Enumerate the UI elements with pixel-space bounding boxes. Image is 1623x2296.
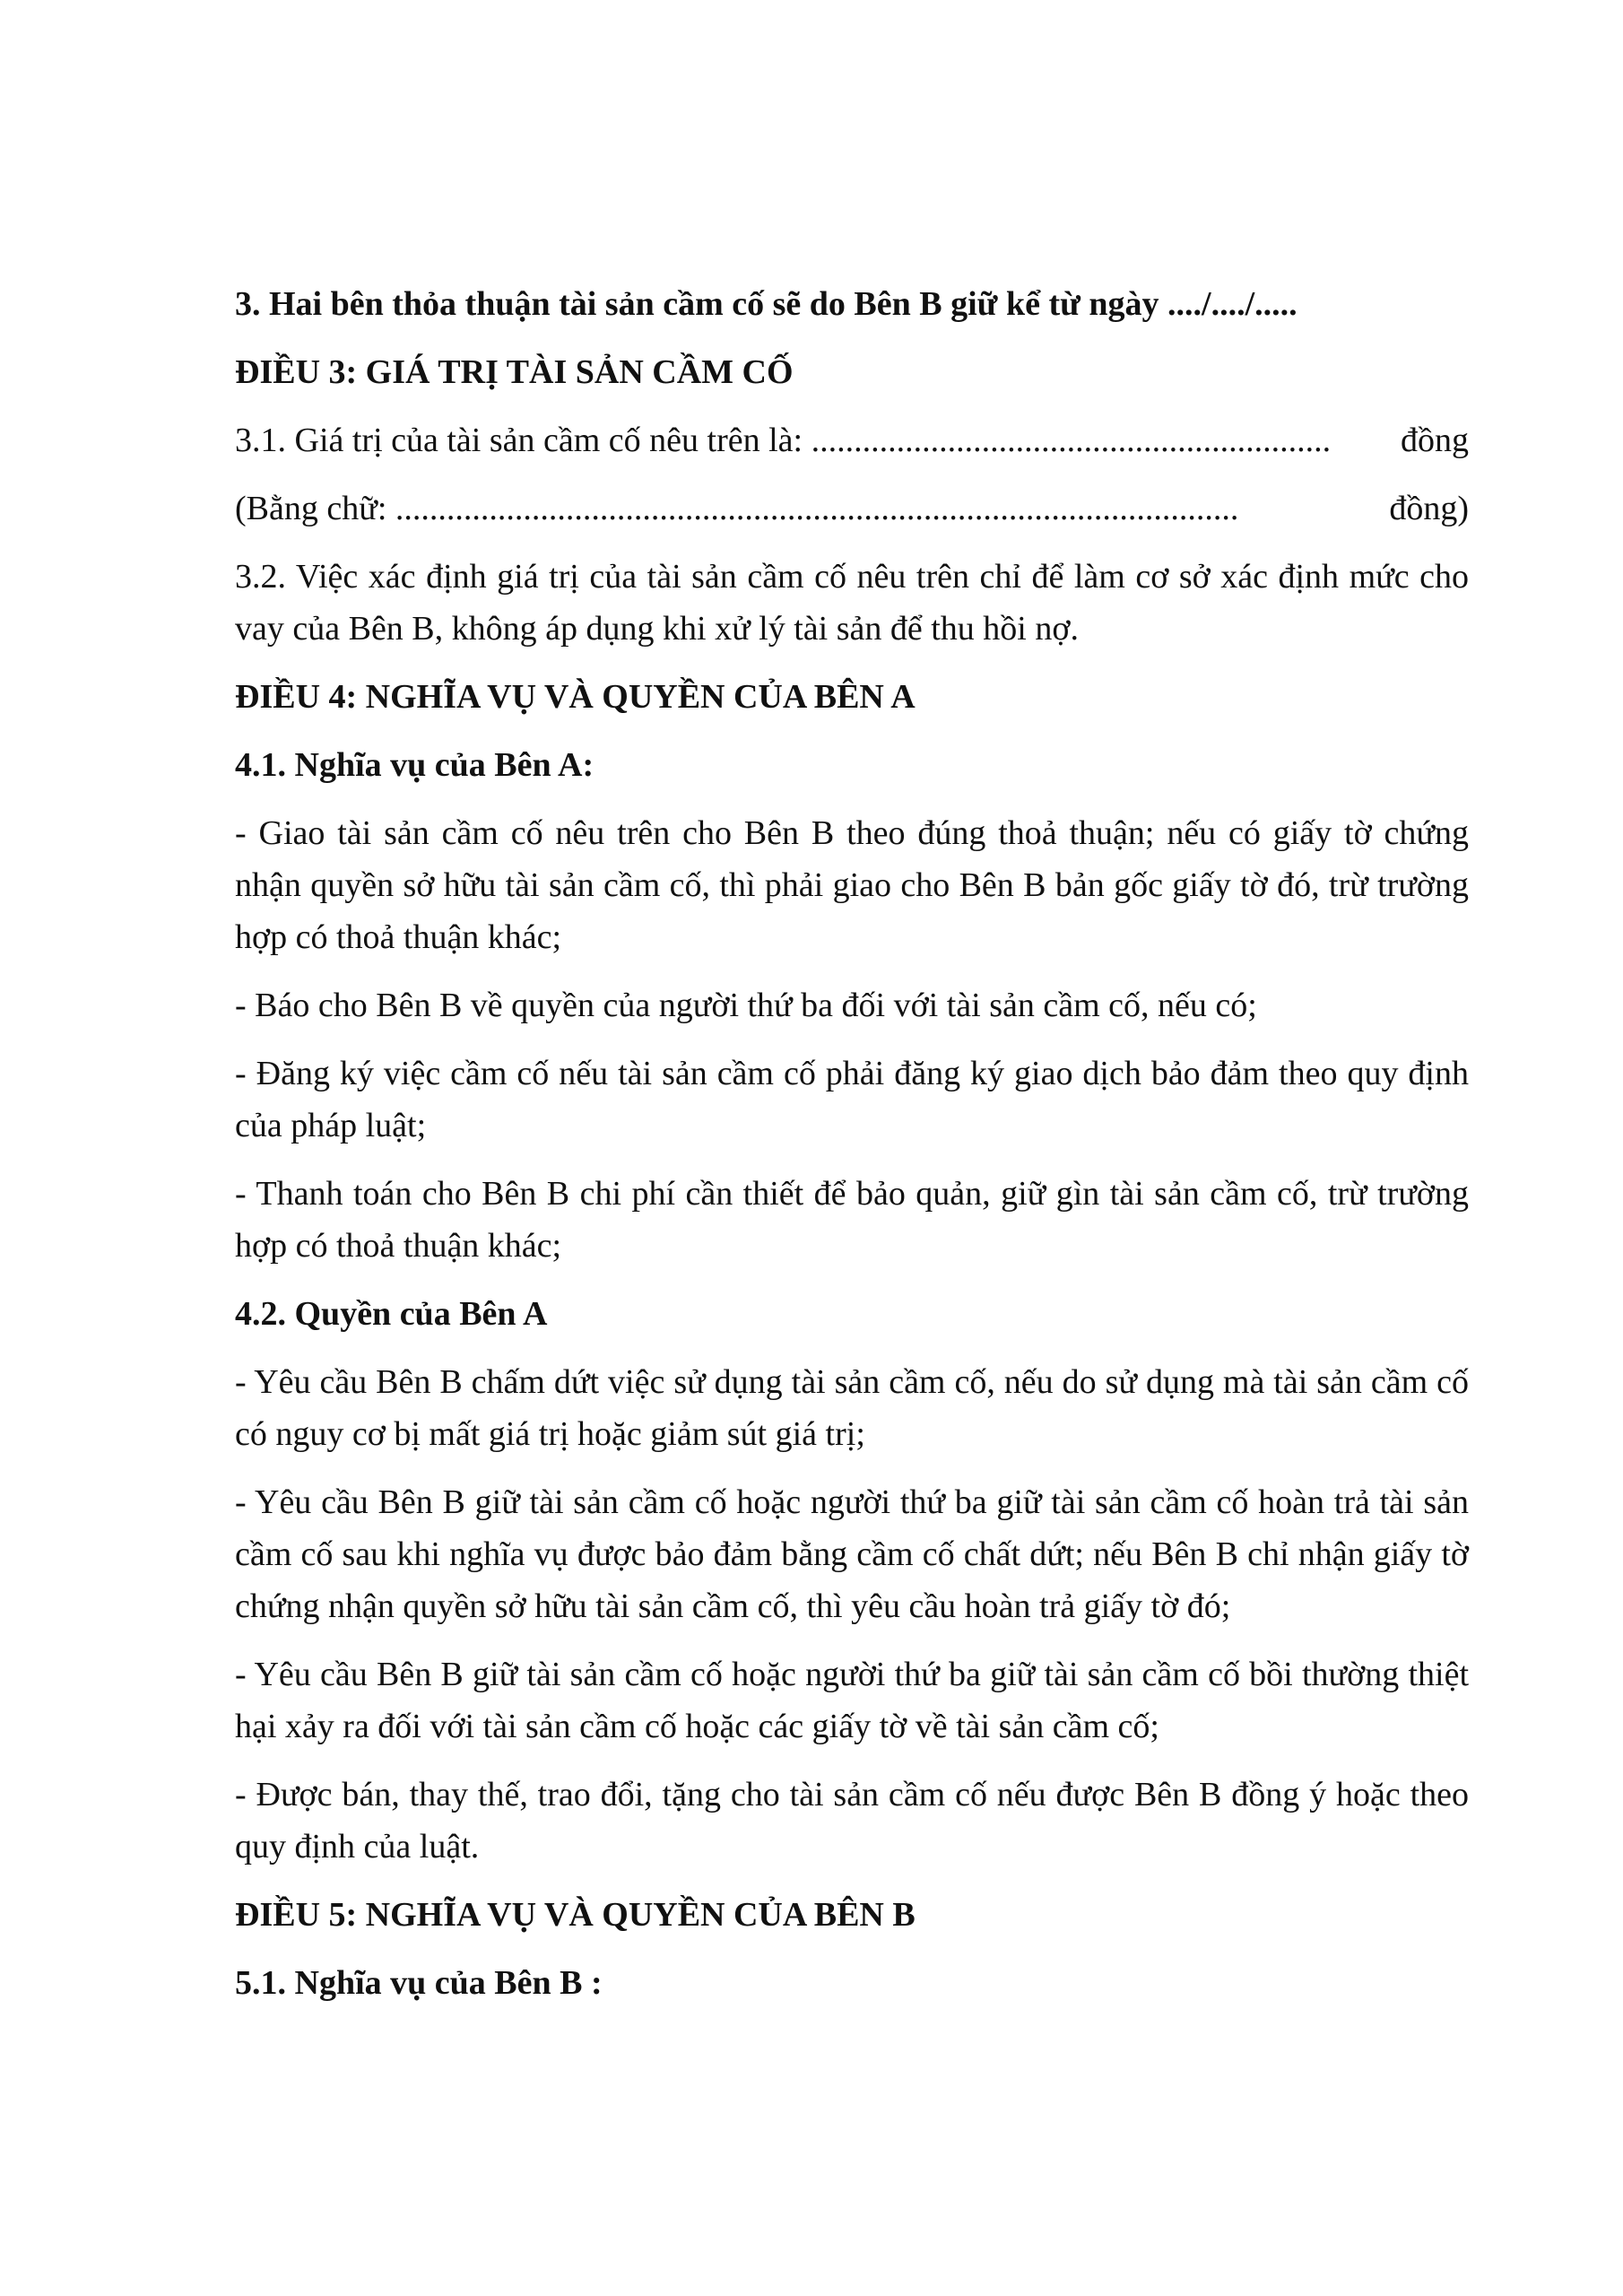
article-3-value-line: [235, 414, 1469, 466]
article-3-heading: ĐIỀU 3: GIÁ TRỊ TÀI SẢN CẦM CỐ: [235, 353, 794, 391]
article-4-2-heading: 4.2. Quyền của Bên A: [235, 1295, 548, 1333]
article-4-heading: ĐIỀU 4: NGHĨA VỤ VÀ QUYỀN CỦA BÊN A: [235, 678, 916, 716]
clause-3-hold-date: 3. Hai bên thỏa thuận tài sản cầm cố sẽ do Bên B giữ kể từ ngày ..../..../.....: [235, 285, 1298, 323]
obligation-item: - Thanh toán cho Bên B chi phí cần thiết để bảo quản, giữ gìn tài sản cầm cố, trừ trường hợp có thoả thuận khác;: [235, 1175, 1469, 1265]
article-3-paragraph-2: 3.2. Việc xác định giá trị của tài sản cầm cố nêu trên chỉ để làm cơ sở xác định mức cho vay của Bên B, không áp dụng khi xử lý tài sản để thu hồi nợ.: [235, 558, 1469, 648]
article-3-value-label: 3.1. Giá trị của tài sản cầm cố nêu trên là: .............................................................: [235, 422, 1332, 459]
article-3-value-unit: đồng: [1401, 422, 1469, 459]
article-5-1-heading: 5.1. Nghĩa vụ của Bên B :: [235, 1964, 603, 2002]
right-item: - Yêu cầu Bên B chấm dứt việc sử dụng tài sản cầm cố, nếu do sử dụng mà tài sản cầm cố có nguy cơ bị mất giá trị hoặc giảm sút giá trị;: [235, 1363, 1469, 1453]
document-body: [235, 151, 1469, 2009]
article-3-words-label: (Bằng chữ: ...................................................................................................: [235, 490, 1239, 527]
right-item: - Yêu cầu Bên B giữ tài sản cầm cố hoặc người thứ ba giữ tài sản cầm cố hoàn trả tài sản cầm cố sau khi nghĩa vụ được bảo đảm bằng cầm cố chất dứt; nếu Bên B chỉ nhận giấy tờ chứng nhận quyền sở hữu tài sản cầm cố, thì yêu cầu hoàn trả giấy tờ đó;: [235, 1483, 1469, 1625]
blank-dotted-line: [235, 151, 1469, 206]
obligation-item: - Báo cho Bên B về quyền của người thứ ba đối với tài sản cầm cố, nếu có;: [235, 987, 1257, 1024]
right-item: - Yêu cầu Bên B giữ tài sản cầm cố hoặc người thứ ba giữ tài sản cầm cố bồi thường thiệt hại xảy ra đối với tài sản cầm cố hoặc các giấy tờ về tài sản cầm cố;: [235, 1656, 1469, 1745]
article-4-1-heading: 4.1. Nghĩa vụ của Bên A:: [235, 746, 595, 784]
obligation-item: - Giao tài sản cầm cố nêu trên cho Bên B theo đúng thoả thuận; nếu có giấy tờ chứng nhận quyền sở hữu tài sản cầm cố, thì phải giao cho Bên B bản gốc giấy tờ đó, trừ trường hợp có thoả thuận khác;: [235, 814, 1469, 956]
blank-dotted-line: [235, 206, 1469, 262]
right-item: - Được bán, thay thế, trao đổi, tặng cho tài sản cầm cố nếu được Bên B đồng ý hoặc theo quy định của luật.: [235, 1776, 1469, 1866]
article-5-heading: ĐIỀU 5: NGHĨA VỤ VÀ QUYỀN CỦA BÊN B: [235, 1896, 916, 1934]
article-3-words-unit: đồng): [1389, 490, 1469, 527]
article-3-words-line: [235, 483, 1469, 535]
obligation-item: - Đăng ký việc cầm cố nếu tài sản cầm cố phải đăng ký giao dịch bảo đảm theo quy định của pháp luật;: [235, 1055, 1469, 1144]
